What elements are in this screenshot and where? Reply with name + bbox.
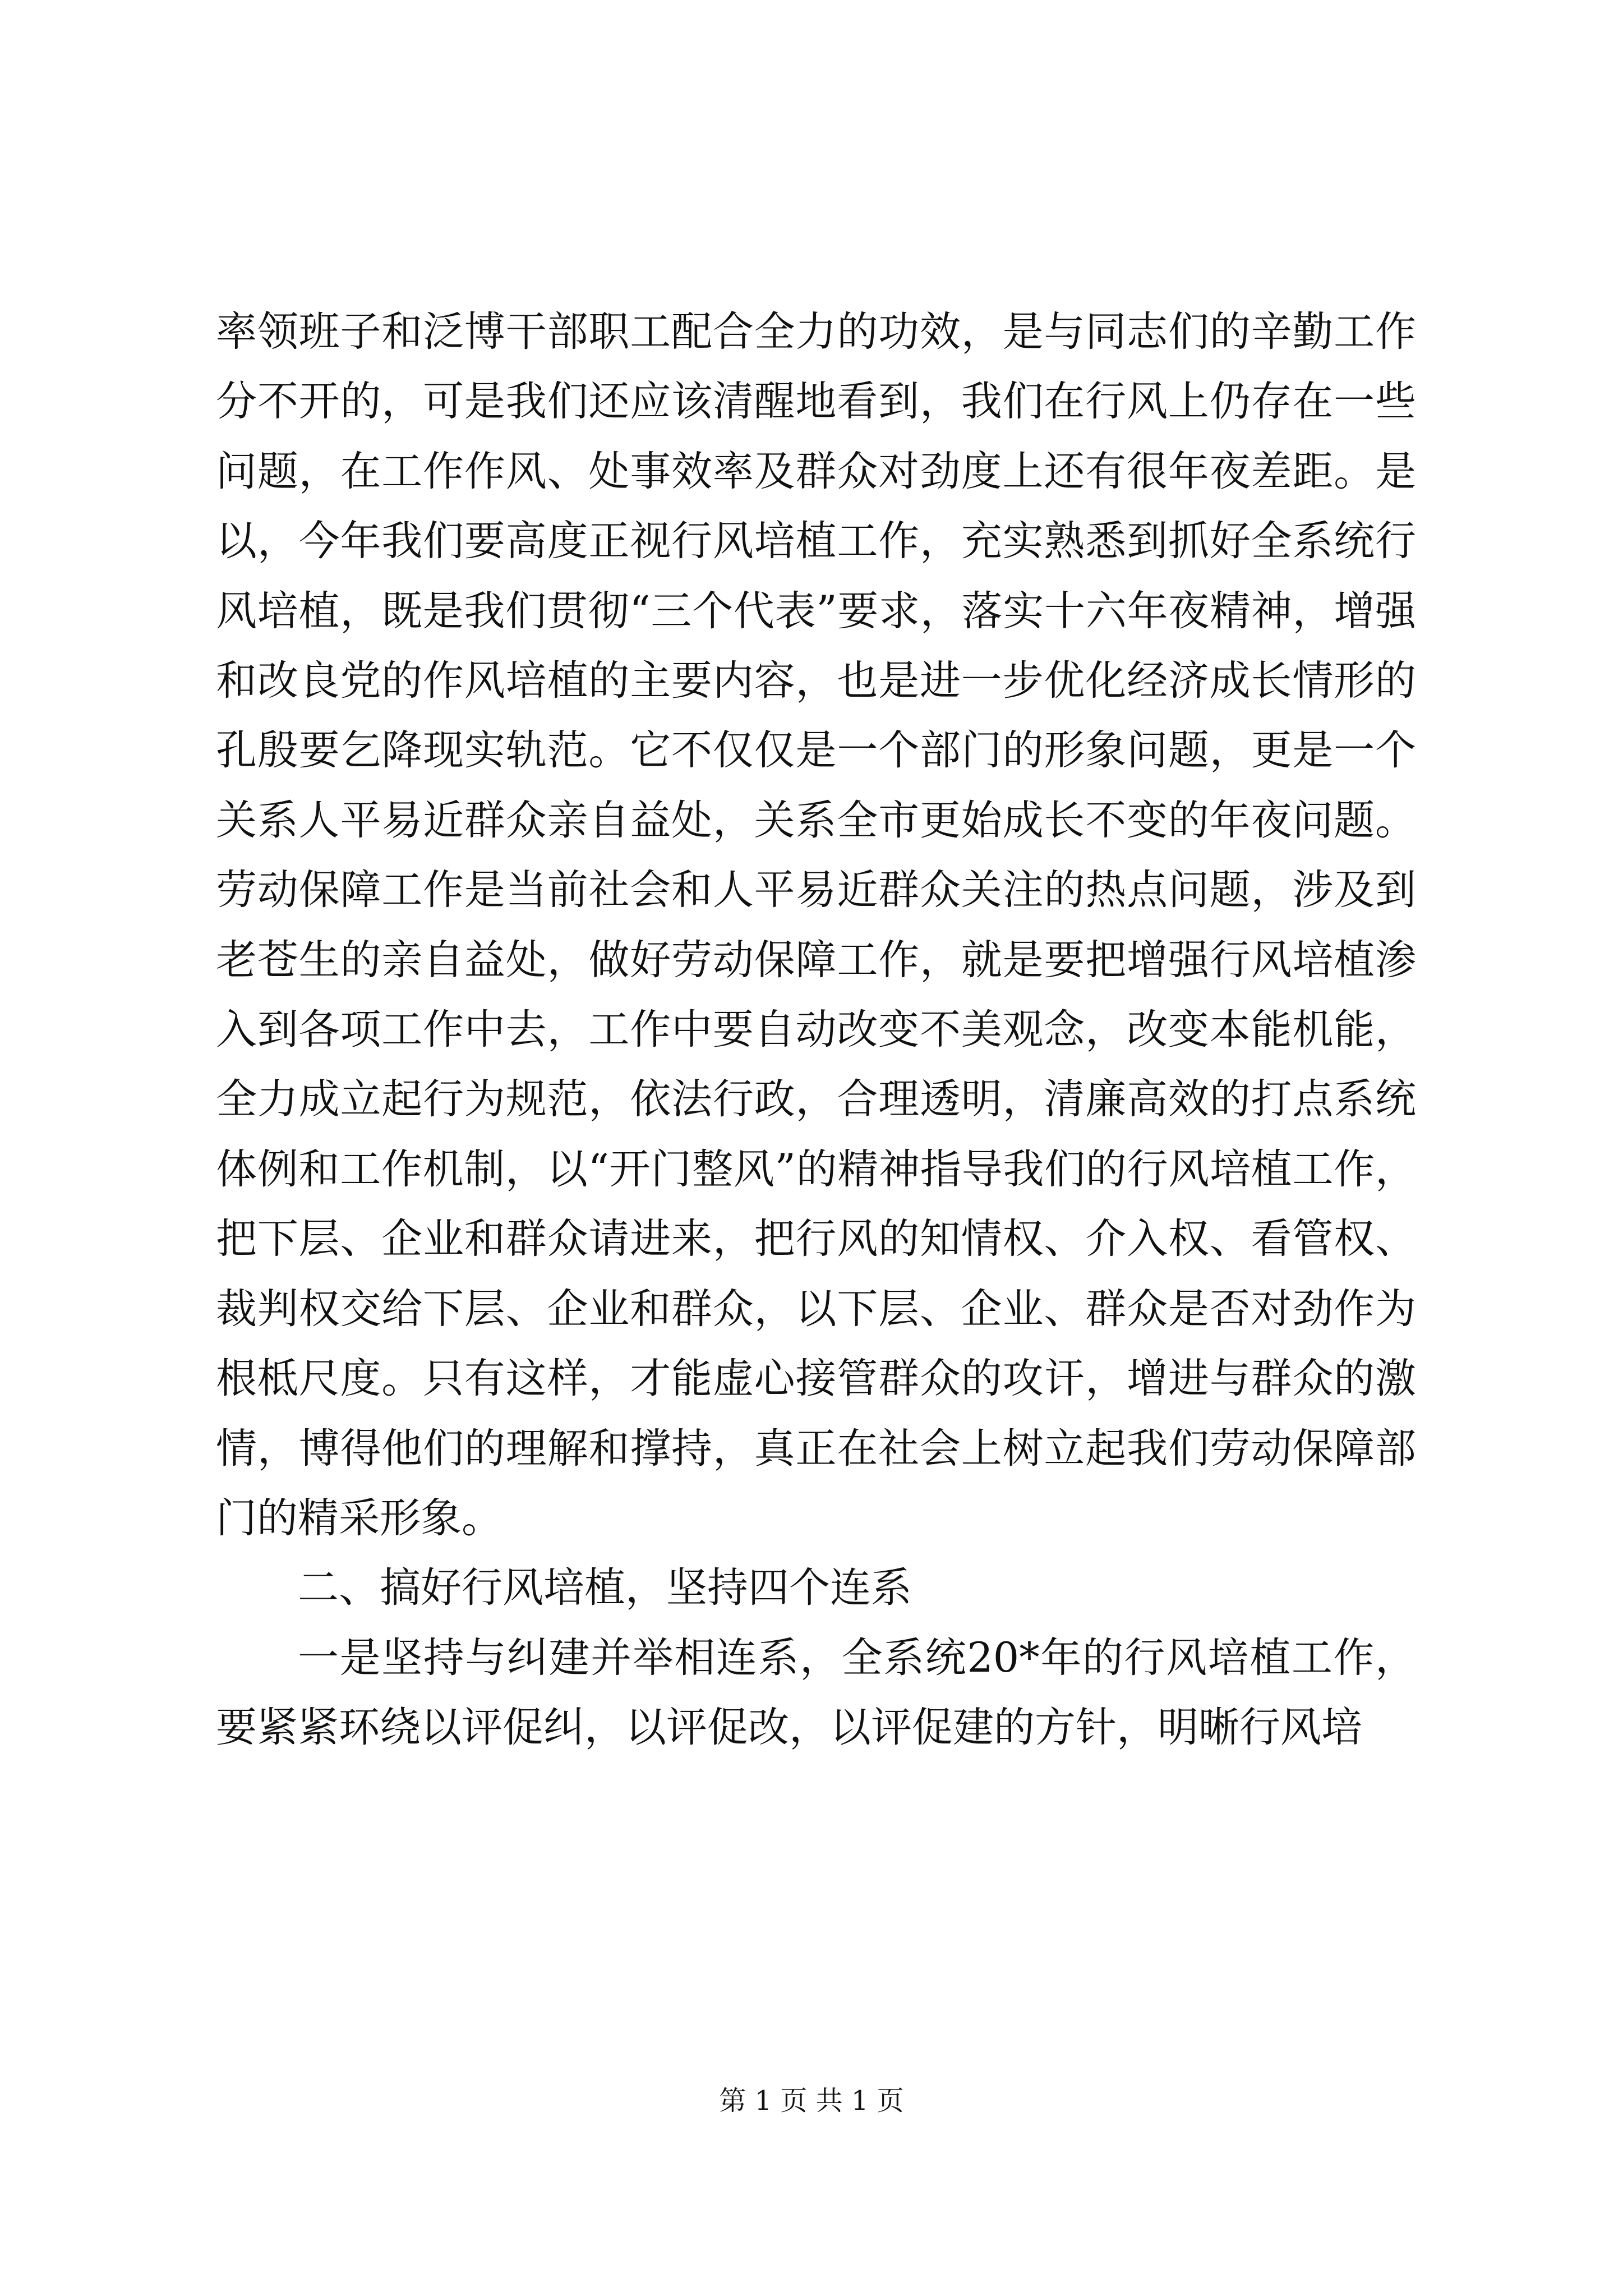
document-body <box>216 297 1416 1763</box>
body-paragraph-point-one: 一是坚持与纠建并举相连系，全系统20*年的行风培植工作，要紧紧环绕以评促纠，以评促改，以评促建的方针，明晰行风培 <box>216 1634 1416 1752</box>
section-heading: 二、搞好行风培植，坚持四个连系 <box>298 1564 912 1612</box>
body-paragraph-continuation: 率领班子和泛博干部职工配合全力的功效，是与同志们的辛勤工作分不开的，可是我们还应该清醒地看到，我们在行风上仍存在一些问题，在工作作风、处事效率及群众对劲度上还有很年夜差距。是以，今年我们要高度正视行风培植工作，充实熟悉到抓好全系统行风培植，既是我们贯彻“三个代表”要求，落实十六年夜精神，增强和改良党的作风培植的主要内容，也是进一步优化经济成长情形的孔殷要乞降现实轨范。它不仅仅是一个部门的形象问题，更是一个关系人平易近群众亲自益处，关系全市更始成长不变的年夜问题。劳动保障工作是当前社会和人平易近群众关注的热点问题，涉及到老苍生的亲自益处，做好劳动保障工作，就是要把增强行风培植渗入到各项工作中去，工作中要自动改变不美观念，改变本能机能，全力成立起行为规范，依法行政，合理透明，清廉高效的打点系统体例和工作机制，以“开门整风”的精神指导我们的行风培植工作，把下层、企业和群众请进来，把行风的知情权、介入权、看管权、裁判权交给下层、企业和群众，以下层、企业、群众是否对劲作为根柢尺度。只有这样，才能虚心接管群众的攻讦，增进与群众的激情，博得他们的理解和撑持，真正在社会上树立起我们劳动保障部门的精采形象。 <box>216 308 1416 1542</box>
page-footer-page-number: 第 1 页 共 1 页 <box>719 2085 904 2116</box>
